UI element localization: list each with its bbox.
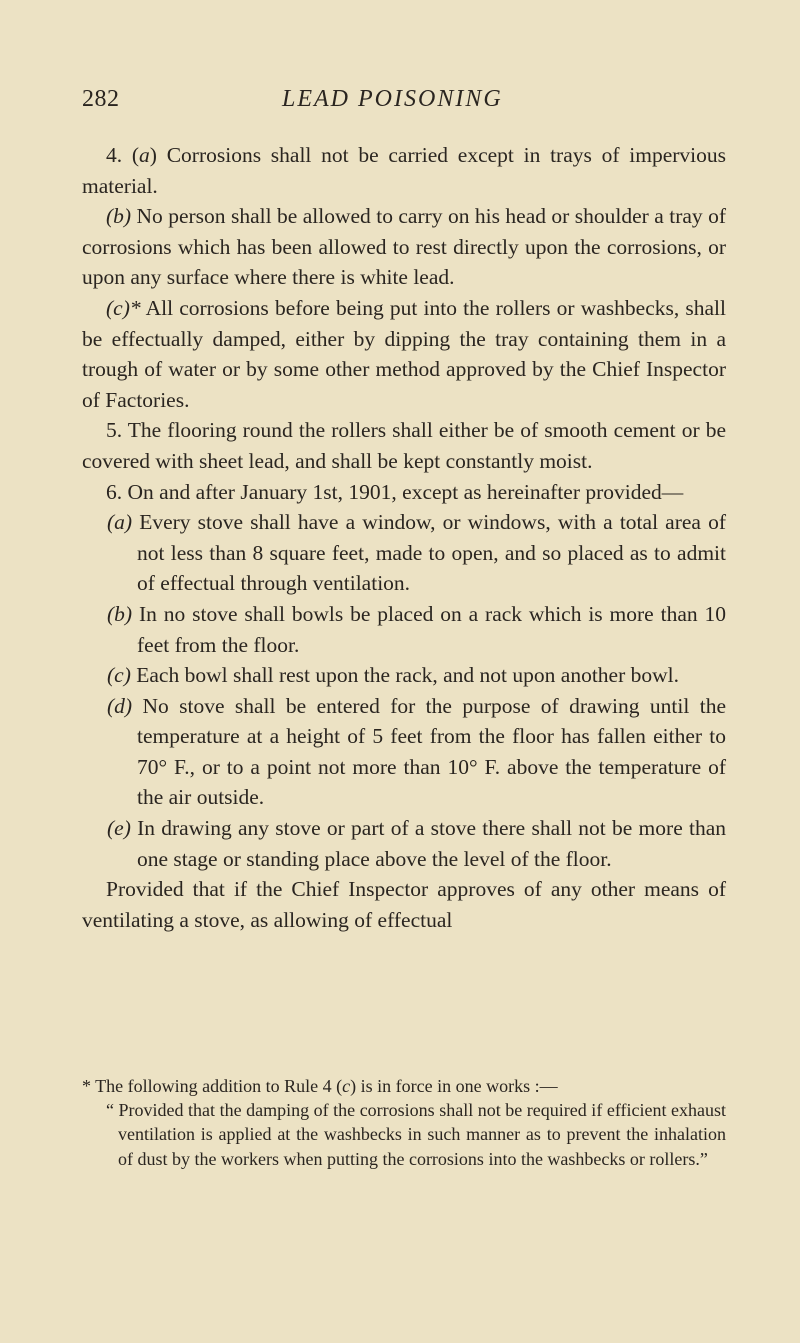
rule-6c-label: (c) [107, 663, 131, 688]
rule-6: 6. On and after January 1st, 1901, except as hereinafter provided— [106, 479, 684, 504]
footnote-intro [82, 1074, 726, 1098]
body-text [82, 140, 726, 935]
rule-6e [82, 813, 726, 874]
rule-6a [82, 507, 726, 599]
rule-6d-text: No stove shall be entered for the purpose of drawing until the temperature at a height of 5 feet from the floor has fallen either to 70° F., or to a point not more than 10° F. above the temperature of the air outside. [132, 693, 726, 810]
rule-6e-label: (e) [107, 816, 131, 841]
rule-4a-label [106, 143, 157, 167]
page-number: 282 [82, 86, 120, 112]
rule-6d-label: (d) [107, 693, 133, 718]
rule-6d [82, 691, 726, 813]
page-header [82, 86, 722, 126]
running-head: LEAD POISONING [282, 86, 503, 112]
footnote-quote: “ Provided that the damping of the corrosions shall not be required if efficient exhaust ventilation is applied at the washbecks in such manner as to prevent the inhalation of dust by the workers when putting the corrosions into the washbecks or rollers.” [106, 1100, 726, 1169]
rule-6a-text: Every stove shall have a window, or windows, with a total area of not less than 8 square feet, made to open, and so placed as to admit of effectual through ventilation. [132, 510, 726, 596]
rule-4c-text: All corrosions before being put into the rollers or washbecks, shall be effectually damped, either by dipping the tray containing them in a trough of water or by some other method approved by the Chief Inspector of Factories. [82, 295, 726, 412]
rule-4a [82, 140, 726, 201]
rule-4b-label: (b) [106, 204, 132, 229]
footnote-intro-before: * The following addition to Rule 4 ( [82, 1076, 343, 1096]
rule-6b-text: In no stove shall bowls be placed on a rack which is more than 10 feet from the floor. [132, 601, 726, 657]
rule-6a-label: (a) [107, 510, 133, 535]
rule-6e-text: In drawing any stove or part of a stove there shall not be more than one stage or standing place above the level of the floor. [130, 816, 726, 871]
rule-4b [82, 201, 726, 293]
rule-4c [82, 293, 726, 415]
rule-6c [82, 660, 726, 691]
rule-4b-text: No person shall be allowed to carry on his head or shoulder a tray of corrosions which has been allowed to rest directly upon the corrosions, or upon any surface where there is white lead. [82, 204, 726, 290]
rule-4a-text: Corrosions shall not be carried except in trays of impervious material. [82, 143, 726, 198]
rule-4a-label-text: 4. (a) [106, 143, 157, 167]
rule-6b-label: (b) [107, 601, 133, 626]
rule-6b [82, 599, 726, 660]
footnote-intro-italic: c [342, 1076, 351, 1096]
rule-4c-label: (c)* [106, 295, 141, 320]
rule-5: 5. The flooring round the rollers shall either be of smooth cement or be covered with sheet lead, and shall be kept constantly moist. [82, 418, 726, 473]
footnote [82, 1074, 726, 1171]
footnote-intro-after: ) is in force in one works :— [350, 1076, 558, 1096]
rule-6c-text: Each bowl shall rest upon the rack, and not upon another bowl. [130, 663, 679, 688]
proviso: Provided that if the Chief Inspector approves of any other means of ventilating a stove, as allowing of effectual [82, 877, 726, 932]
